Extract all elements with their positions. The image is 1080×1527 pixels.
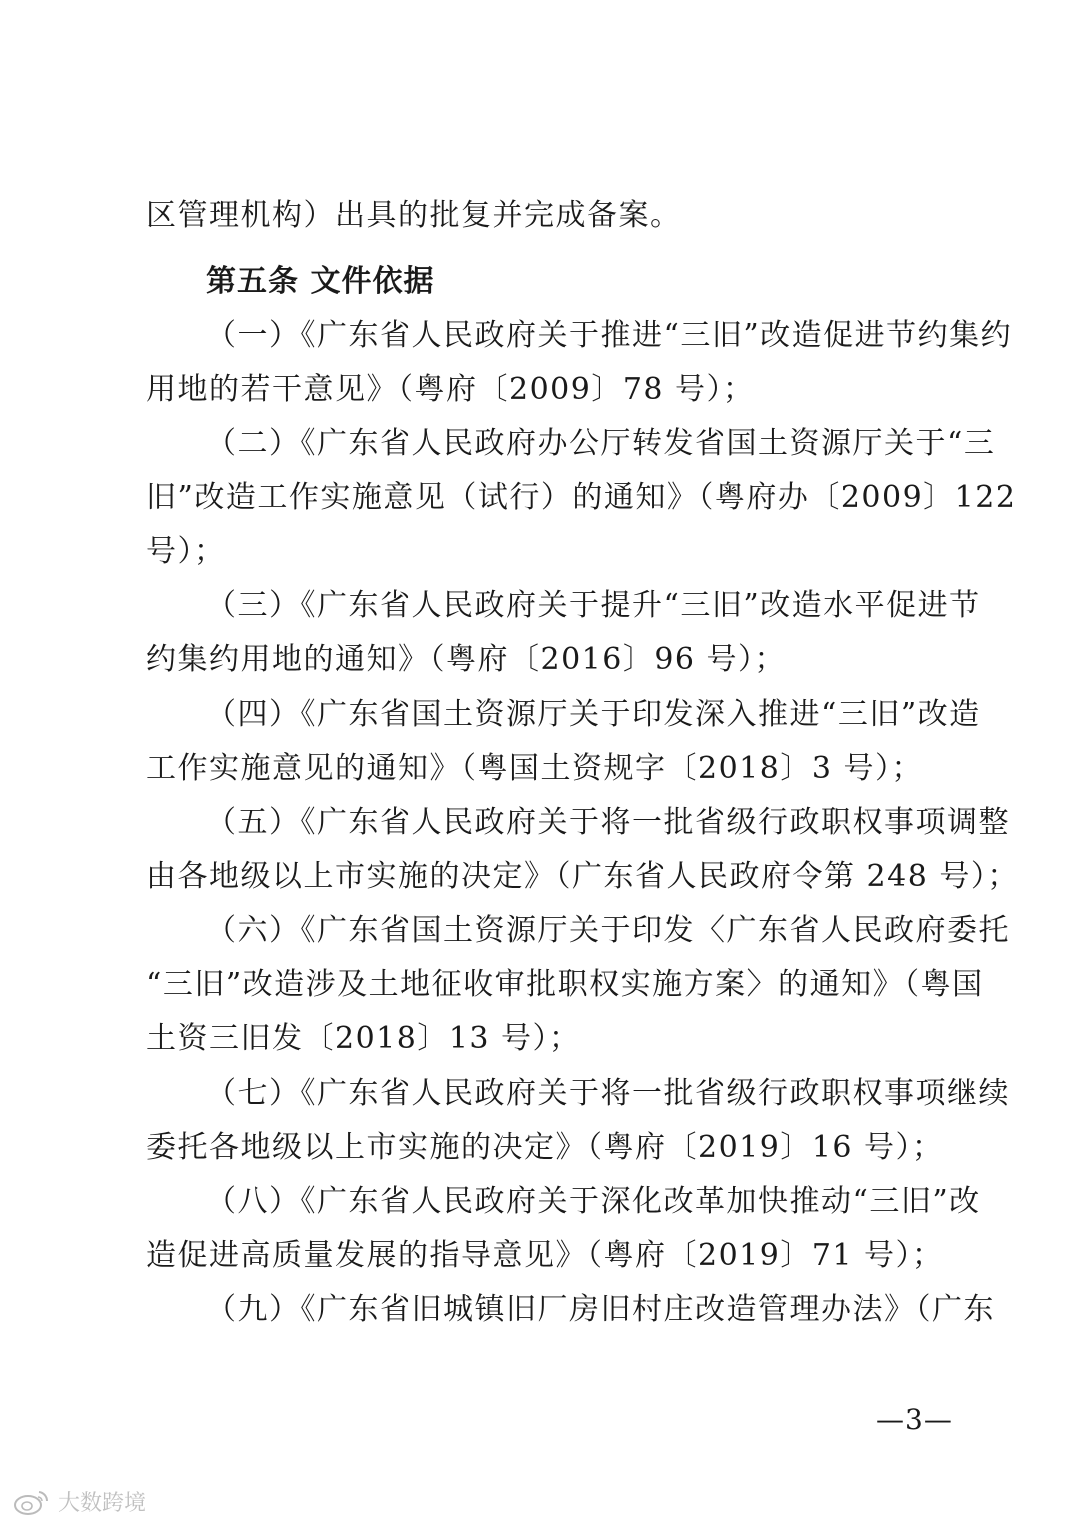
weibo-logo-icon: [12, 1488, 52, 1516]
paragraph-line: （六）《广东省国土资源厅关于印发〈广东省人民政府委托: [206, 913, 1010, 948]
paragraph-line: 造促进高质量发展的指导意见》（粤府〔2019〕71 号）；: [146, 1238, 944, 1273]
paragraph-line: 由各地级以上市实施的决定》（广东省人民政府令第 248 号）；: [146, 859, 1019, 894]
paragraph-line: （五）《广东省人民政府关于将一批省级行政职权事项调整: [206, 805, 1010, 840]
watermark-text: 大数跨境: [58, 1491, 147, 1516]
paragraph-line: 旧”改造工作实施意见（试行）的通知》（粤府办〔2009〕122: [146, 480, 1017, 515]
paragraph-line: “三旧”改造涉及土地征收审批职权实施方案〉的通知》（粤国: [146, 967, 984, 1002]
paragraph-line: 号）；: [146, 534, 226, 569]
paragraph-line: 工作实施意见的通知》（粤国土资规字〔2018〕3 号）；: [146, 751, 923, 786]
paragraph-line: （一）《广东省人民政府关于推进“三旧”改造促进节约集约: [206, 318, 1013, 353]
paragraph-line: 委托各地级以上市实施的决定》（粤府〔2019〕16 号）；: [146, 1130, 944, 1165]
paragraph-line: 用地的若干意见》（粤府〔2009〕78 号）；: [146, 372, 755, 407]
page-number: —3—: [876, 1403, 953, 1436]
paragraph-line: 土资三旧发〔2018〕13 号）；: [146, 1021, 581, 1056]
paragraph-line: （三）《广东省人民政府关于提升“三旧”改造水平促进节: [206, 588, 981, 623]
watermark: [12, 1486, 146, 1517]
paragraph-line: （四）《广东省国土资源厅关于印发深入推进“三旧”改造: [206, 697, 981, 732]
paragraph-line: 区管理机构）出具的批复并完成备案。: [146, 198, 682, 233]
paragraph-line: （九）《广东省旧城镇旧厂房旧村庄改造管理办法》（广东: [206, 1292, 995, 1327]
section-heading: 第五条 文件依据: [206, 264, 435, 299]
paragraph-line: 约集约用地的通知》（粤府〔2016〕96 号）；: [146, 642, 787, 677]
paragraph-line: （二）《广东省人民政府办公厅转发省国土资源厅关于“三: [206, 426, 996, 461]
paragraph-line: （八）《广东省人民政府关于深化改革加快推动“三旧”改: [206, 1184, 981, 1219]
paragraph-line: （七）《广东省人民政府关于将一批省级行政职权事项继续: [206, 1076, 1010, 1111]
